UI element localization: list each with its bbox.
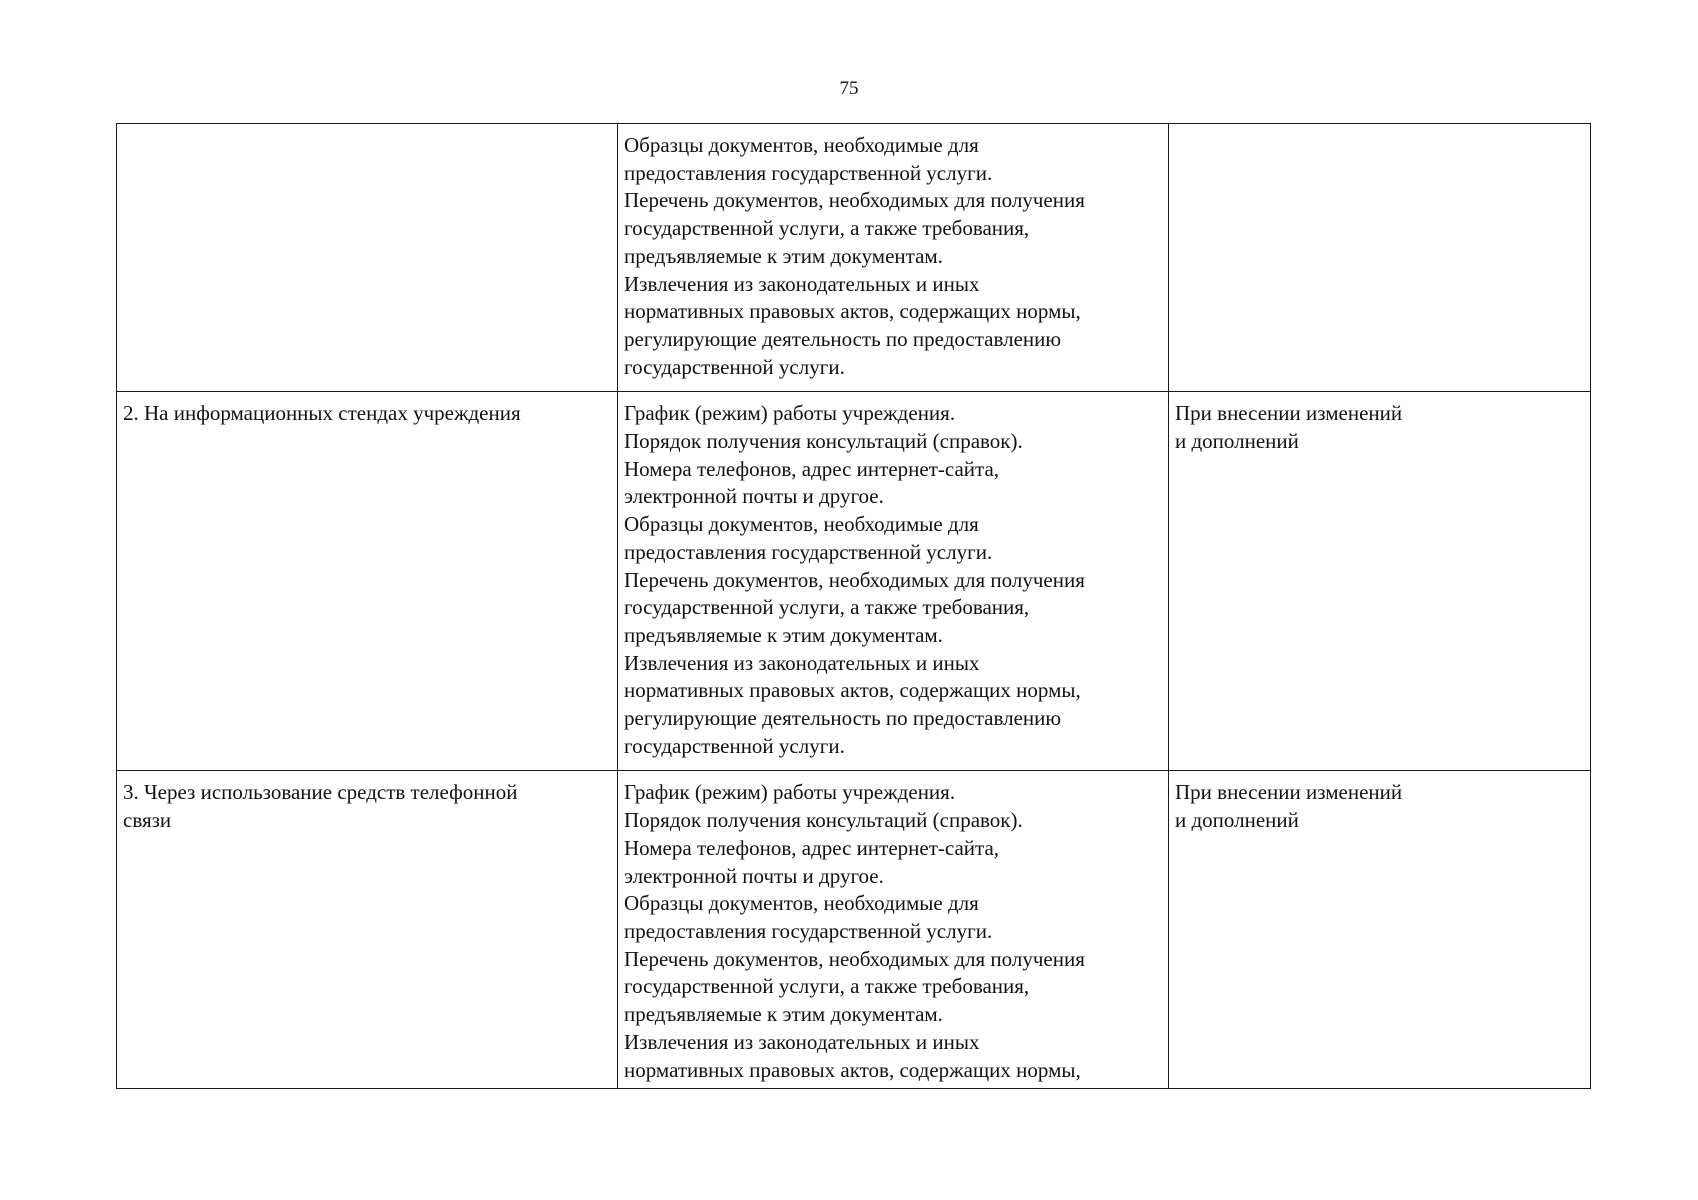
content-cell: [618, 124, 1169, 392]
table-row: [117, 392, 1591, 771]
content-line: График (режим) работы учреждения.: [624, 401, 956, 426]
content-line: Номера телефонов, адрес интернет-сайта,: [624, 456, 1000, 481]
content-line: График (режим) работы учреждения.: [624, 780, 956, 805]
frequency-cell: [1169, 392, 1591, 771]
page-number: 75: [839, 78, 859, 99]
content-line: Извлечения из законодательных и иных: [624, 1029, 980, 1054]
content-line: государственной услуги, а также требования,: [624, 974, 1030, 999]
content-line: Порядок получения консультаций (справок).: [624, 808, 1023, 833]
content-line: электронной почты и другое.: [624, 484, 884, 509]
table-row: [117, 124, 1591, 392]
content-line: Образцы документов, необходимые для: [624, 133, 979, 157]
frequency-cell: [1169, 771, 1591, 1089]
content-line: Образцы документов, необходимые для: [624, 512, 979, 537]
method-cell: [117, 771, 618, 1089]
content-line: государственной услуги.: [624, 354, 845, 379]
content-line: Перечень документов, необходимых для получения: [624, 946, 1085, 971]
content-line: нормативных правовых актов, содержащих нормы,: [624, 299, 1081, 324]
content-line: нормативных правовых актов, содержащих нормы,: [624, 678, 1081, 703]
information-table: [116, 123, 1591, 1089]
content-line: предъявляемые к этим документам.: [624, 622, 943, 647]
frequency-line: и дополнений: [1175, 808, 1299, 833]
content-line: государственной услуги, а также требования,: [624, 595, 1030, 620]
content-line: регулирующие деятельность по предоставлению: [624, 326, 1062, 351]
content-line: предоставления государственной услуги.: [624, 539, 993, 564]
content-line: предъявляемые к этим документам.: [624, 1002, 943, 1027]
content-line: предоставления государственной услуги.: [624, 918, 993, 943]
content-line: электронной почты и другое.: [624, 863, 884, 888]
content-line: Извлечения из законодательных и иных: [624, 271, 980, 296]
frequency-line: и дополнений: [1175, 429, 1299, 454]
method-line: 2. На информационных стендах учреждения: [123, 401, 521, 426]
frequency-line: При внесении изменений: [1175, 401, 1403, 426]
content-line: Образцы документов, необходимые для: [624, 891, 979, 916]
content-line: Порядок получения консультаций (справок).: [624, 429, 1023, 454]
method-cell: [117, 124, 618, 392]
content-line: нормативных правовых актов, содержащих нормы,: [624, 1057, 1081, 1082]
content-line: Извлечения из законодательных и иных: [624, 650, 980, 675]
frequency-cell: [1169, 124, 1591, 392]
content-line: предъявляемые к этим документам.: [624, 243, 943, 268]
content-line: государственной услуги, а также требования,: [624, 216, 1030, 241]
content-line: государственной услуги.: [624, 733, 845, 758]
method-cell: [117, 392, 618, 771]
method-line: связи: [123, 808, 172, 833]
content-line: Номера телефонов, адрес интернет-сайта,: [624, 835, 1000, 860]
table-row: [117, 771, 1591, 1089]
content-line: предоставления государственной услуги.: [624, 160, 993, 185]
frequency-line: При внесении изменений: [1175, 780, 1403, 805]
content-line: Перечень документов, необходимых для получения: [624, 567, 1085, 592]
content-line: регулирующие деятельность по предоставлению: [624, 706, 1062, 731]
content-line: Перечень документов, необходимых для получения: [624, 188, 1085, 213]
content-cell: [618, 392, 1169, 771]
method-line: 3. Через использование средств телефонной: [123, 780, 518, 805]
content-cell: [618, 771, 1169, 1089]
